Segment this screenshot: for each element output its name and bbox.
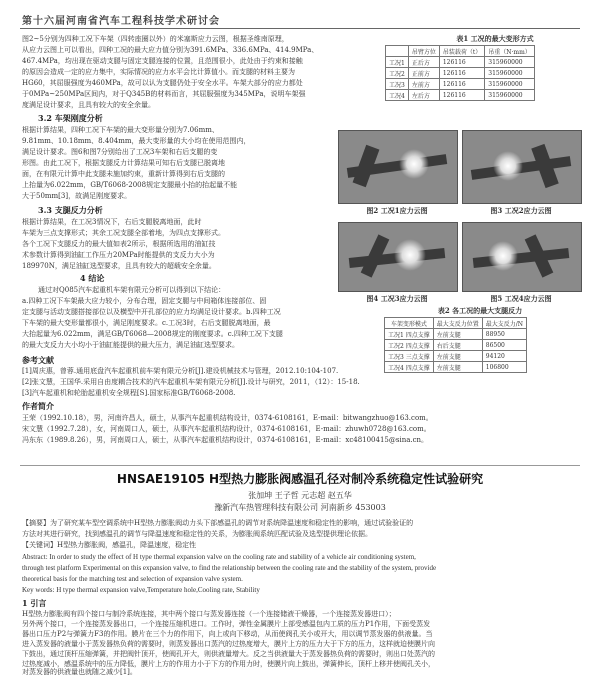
text-line: 189970N，满足油缸选型要求，且具有较大的超载安全余量。 <box>22 262 216 270</box>
table2-cell: 94120 <box>482 351 526 362</box>
text-line: 通过对Q085汽车起重机车架有限元分析可以得到以下结论： <box>38 286 226 294</box>
table2-header-row <box>385 318 527 329</box>
table1-row <box>386 68 535 79</box>
figure-5-caption: 图5 工况4应力云图 <box>490 294 552 303</box>
author-bio-heading: 作者简介 <box>22 401 54 411</box>
table1-cell: 左前方 <box>408 79 439 90</box>
text-line: 从应力云图上可以看出，四种工况的最大应力值分别为391.6MPa、336.6MPa、414.9MPa、 <box>22 46 319 54</box>
table1-cell: 正前方 <box>408 68 439 79</box>
table2-header-cell: 最大支反力/N <box>482 318 526 329</box>
table1-header-cell: 吊臂方位 <box>408 46 439 57</box>
abstract-en-line: theoretical basis for the matching test and selection of expansion valve system. <box>22 575 243 583</box>
abstract-en-line: Abstract: In order to study the effect of H type thermal expansion valve on the cooling rate and stability of a vehicle air conditioning system, <box>22 553 416 561</box>
table1-cell: 工况3 <box>386 79 409 90</box>
table1-cell: 工况1 <box>386 57 409 68</box>
figure-4-caption: 图4 工况3应力云图 <box>366 294 428 303</box>
text-line: 大抬起量为6.022mm，满足GB/T6068—2008规定的刚度要求。c.四种工况下支腿 <box>22 330 283 338</box>
table2-cell: 88950 <box>482 329 526 340</box>
text-line: 另外两个接口，一个连接蒸发器出口，一个连接压缩机进口。工作时，弹性金属膜片上部受感温包内工质的压力P1作用，下面受蒸发 <box>22 620 431 628</box>
table1-header-cell <box>386 46 409 57</box>
text-line: 根据计算结果，四种工况下车架的最大变形量分别为7.06mm、 <box>22 126 219 134</box>
text-line: 的原因会造成一定的应力集中，实际情况的应力水平会比计算值小。而支腿的材料主要为 <box>22 68 295 76</box>
table2 <box>384 317 527 373</box>
article-authors: 张加坤 王子哲 元志超 赵五华 <box>248 491 352 500</box>
text-line: 定支腿与活动支腿搭接部位以及横型中开孔部位的应力均满足设计要求。b.四种工况 <box>22 308 281 316</box>
table2-header-cell: 最大支反力位置 <box>433 318 482 329</box>
table1-cell: 126116 <box>439 79 484 90</box>
text-line: 下车架的最大变形量都很小，满足刚度要求。c.工况3时，右后支腿脱离地面，最 <box>22 319 271 327</box>
table1-header-row <box>386 46 535 57</box>
table1-cell: 126116 <box>439 57 484 68</box>
table2-cell: 左前支腿 <box>433 329 482 340</box>
text-line: 形图。由此工况下，根据支腿反力计算结果可知右后支腿已脱离地 <box>22 159 225 167</box>
text-line: 大于50mm[3]，故满足刚度要求。 <box>22 192 132 200</box>
table1-cell: 126116 <box>439 90 484 101</box>
abstract-en-line: through test platform Experimental on this expansion valve, to find the relationship between the cooling rate and the stability of the system, provide <box>22 564 437 572</box>
author-bio: 王荣（1992.10.18），男，河南许昌人，硕士，从事汽车起重机结构设计，0374-6108161，E-mail：bitwangzhuo@163.com。 <box>22 414 433 422</box>
reference-item: [3]汽车起重机和轮胎起重机安全规程[S].国家标准GB/T6068-2008. <box>22 389 236 397</box>
section-heading-4: 4 结论 <box>80 273 105 283</box>
table1-cell: 工况4 <box>386 90 409 101</box>
journal-header: 第十六届河南省汽车工程科技学术研讨会 <box>22 16 220 27</box>
table1-cell: 正后方 <box>408 57 439 68</box>
text-line: 进入蒸发器的液量小于蒸发器热负荷的需要时，则蒸发器出口蒸汽的过热度增大，膜片上方的压力大于下方的压力，这样就迫使膜片向 <box>22 640 435 648</box>
table2-cell: 106800 <box>482 362 526 373</box>
table2-row <box>385 340 527 351</box>
text-line: 下鼓出，通过顶杆压缩弹簧，并把阀针顶开，使阀孔开大，则供液量增大。反之当供液量大于蒸发器热负荷的需要时，则出口处蒸汽的 <box>22 650 435 658</box>
text-line: 于0MPa~250MPa区间内，对于Q345B的材料而言，其屈服强度为345MPa，说明车架强 <box>22 90 306 98</box>
text-line: 对蒸发器的供液量也就随之减少[1]。 <box>22 668 137 676</box>
text-line: 器出口压力P2与弹簧力F3的作用。膜片在三个力的作用下，向上或向下移动，从而使阀孔关小或开大，用以调节蒸发器的供液量。当 <box>22 630 433 638</box>
article-affiliation: 豫新汽车热管理科技有限公司 河南新乡 453003 <box>214 503 386 512</box>
header-rule <box>20 28 580 29</box>
table1-cell: 315960000 <box>485 68 535 79</box>
reference-item: [1]周庆惠，曾蓉.通用底盘汽车起重机前车架有限元分析[J].建设机械技术与管理，2012.10:104-107. <box>22 367 339 375</box>
table2-cell: 工况2 四点支撑 <box>385 340 434 351</box>
author-bio: 宋文慧（1992.7.28），女，河南周口人，硕士，从事汽车起重机结构设计，0374-6108161，E-mail：zhuwh0728@163.com。 <box>22 425 431 433</box>
table2-cell: 工况4 四点支撑 <box>385 362 434 373</box>
text-line: 车架为三点支撑形式；其余工况支腿全部着地，为四点支撑形式。 <box>22 229 225 237</box>
table1-row <box>386 79 535 90</box>
figure-2-stress-contour <box>338 130 458 204</box>
abstract-cn-line: 【摘要】为了研究某车型空调系统中H型热力膨胀阀动力头下部感温孔的调节对系统降温速度和稳定性的影响，通过试验验证的 <box>22 519 414 527</box>
section-heading-1: 1 引言 <box>22 598 47 608</box>
text-line: 9.81mm、10.18mm、8.404mm，最大变形量的大小均在使用范围内， <box>22 137 251 145</box>
table2-cell: 右后支腿 <box>433 340 482 351</box>
text-line: 上抬量为6.022mm，GB/T6068-2008规定支腿最小抬的抬起量不能 <box>22 181 238 189</box>
text-line: 满足设计要求。图6和图7分别给出了工况3车架和右后支腿的变 <box>22 148 218 156</box>
table2-cell: 工况3 三点支撑 <box>385 351 434 362</box>
section-divider <box>20 465 580 466</box>
author-bio: 冯东东（1989.8.26），男，河南周口人，硕士，从事汽车起重机结构设计，0374-6108161，E-mail：xc48100415@sina.cn。 <box>22 436 429 444</box>
text-line: 各个工况下支腿反力的最大值如表2所示，根据所选用的油缸技 <box>22 240 216 248</box>
table1-caption: 表1 工况的最大变形方式 <box>456 34 534 43</box>
text-line: a.四种工况下车架最大应力较小，分布合理，固定支腿与中间箱体连接部位、固 <box>22 297 267 305</box>
table2-cell: 左前支腿 <box>433 351 482 362</box>
text-line: 面，在有限元计算中此支腿未施加约束，重新计算得到右后支腿的 <box>22 170 225 178</box>
abstract-cn-line: 方法对其进行研究，找到感温孔的调节与降温速度和稳定性的关系，为膨胀阀系统匹配试验及选型提供理论依据。 <box>22 530 372 538</box>
figure-5-stress-contour <box>462 222 582 292</box>
table1-cell: 315960000 <box>485 79 535 90</box>
table2-row <box>385 351 527 362</box>
reference-item: [2]张文慧，王国华.采用自由度耦合技术的汽车起重机车架有限元分析[J].设计与研究，2011，（12）：15-18. <box>22 378 360 386</box>
text-line: 图2~5分别为四种工况下车架（四转座圈以外）的米塞斯应力云图，根据圣维南原理， <box>22 35 289 43</box>
table1-row <box>386 57 535 68</box>
figure-3-caption: 图3 工况2应力云图 <box>490 206 552 215</box>
text-line: 根据计算结果，在工况3情况下，右后支腿脱离地面，此时 <box>22 218 202 226</box>
table1-cell: 工况2 <box>386 68 409 79</box>
text-line: 度满足设计要求，且具有较大的安全余量。 <box>22 101 155 109</box>
table2-caption: 表2 各工况的最大支腿反力 <box>437 306 523 315</box>
keywords-en: Key words: H type thermal expansion valve,Temperature hole,Cooling rate, Stability <box>22 586 260 594</box>
text-line: H型热力膨胀阀有四个接口与制冷系统连接，其中两个接口与蒸发器连接（一个连接储液干燥器，一个连接蒸发器进口）； <box>22 610 396 618</box>
figure-3-stress-contour <box>462 130 582 204</box>
text-line: 术参数计算得到油缸工作压力20MPa时能提供的支反力大小为 <box>22 251 215 259</box>
text-line: 过热度减小，感温系统中的压力降低，膜片上方的作用力小于下方的作用力时，使膜片向上鼓出，弹簧伸长，顶杆上移并使阀孔关小， <box>22 660 435 668</box>
text-line: 467.4MPa，均出现在驱动支腿与固定支腿连接的位置，且范围很小，此处由于约束和接触 <box>22 57 303 65</box>
table1-cell: 左后方 <box>408 90 439 101</box>
table1 <box>385 45 535 101</box>
section-heading-3-2: 3.2 车架刚度分析 <box>38 113 103 123</box>
article-title: HNSAE19105 H型热力膨胀阀感温孔径对制冷系统稳定性试验研究 <box>116 472 484 486</box>
figure-2-caption: 图2 工况1应力云图 <box>366 206 428 215</box>
text-line: HG60，其屈服强度为460MPa，故可以认为支腿仍处于安全水平。车架大部分的应力都处 <box>22 79 303 87</box>
table2-cell: 工况1 四点支撑 <box>385 329 434 340</box>
table2-cell: 左前支腿 <box>433 362 482 373</box>
table1-header-cell: 吊重（N·mm） <box>485 46 535 57</box>
table2-cell: 86500 <box>482 340 526 351</box>
references-heading: 参考文献 <box>22 355 54 365</box>
table1-row <box>386 90 535 101</box>
table1-header-cell: 吊装载荷（t） <box>439 46 484 57</box>
section-heading-3-3: 3.3 支腿反力分析 <box>38 205 103 215</box>
table2-row <box>385 329 527 340</box>
table2-header-cell: 车架变形模式 <box>385 318 434 329</box>
keywords-cn: 【关键词】H型热力膨胀阀，感温孔，降温速度，稳定性 <box>22 541 197 549</box>
table1-cell: 315960000 <box>485 57 535 68</box>
table1-cell: 126116 <box>439 68 484 79</box>
text-line: 的最大支反力大小均小于油缸能提供的最大压力，满足油缸选型要求。 <box>22 341 239 349</box>
figure-4-stress-contour <box>338 222 458 292</box>
table1-cell: 315960000 <box>485 90 535 101</box>
